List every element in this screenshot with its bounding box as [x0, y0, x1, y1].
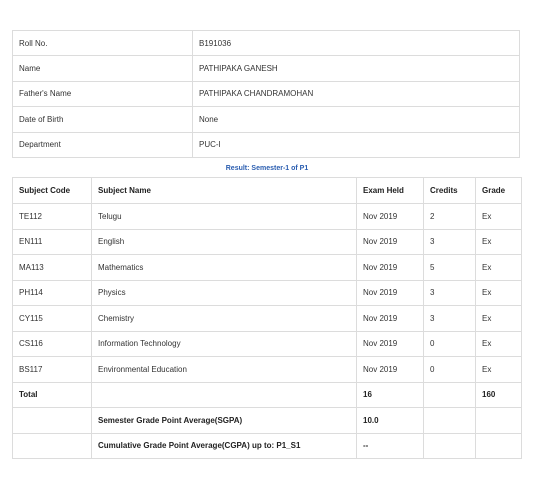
name-label: Name — [13, 56, 193, 81]
department-value: PUC-I — [193, 132, 520, 157]
subject-name-cell: Physics — [92, 280, 357, 306]
credits-cell: 3 — [424, 280, 476, 306]
father-name-value: PATHIPAKA CHANDRAMOHAN — [193, 81, 520, 106]
subject-name-cell: Environmental Education — [92, 357, 357, 383]
header-grade: Grade — [476, 178, 522, 204]
exam-held-cell: Nov 2019 — [357, 204, 424, 230]
grade-cell: Ex — [476, 255, 522, 281]
header-subject-name: Subject Name — [92, 178, 357, 204]
subject-name-cell: Mathematics — [92, 255, 357, 281]
exam-held-cell: Nov 2019 — [357, 357, 424, 383]
subject-code-cell: EN111 — [13, 229, 92, 255]
total-points: 160 — [476, 382, 522, 408]
subject-name-cell: Information Technology — [92, 331, 357, 357]
table-row — [13, 306, 522, 332]
credits-cell: 2 — [424, 204, 476, 230]
subject-code-cell: MA113 — [13, 255, 92, 281]
grades-header-row — [13, 178, 522, 204]
credits-cell: 0 — [424, 357, 476, 383]
header-credits: Credits — [424, 178, 476, 204]
exam-held-cell: Nov 2019 — [357, 229, 424, 255]
total-row — [13, 382, 522, 408]
grade-cell: Ex — [476, 357, 522, 383]
grade-cell: Ex — [476, 331, 522, 357]
info-row-dob — [13, 107, 520, 132]
exam-held-cell: Nov 2019 — [357, 255, 424, 281]
department-label: Department — [13, 132, 193, 157]
dob-value: None — [193, 107, 520, 132]
sgpa-value: 10.0 — [357, 408, 424, 434]
cgpa-value: -- — [357, 433, 424, 459]
subject-code-cell: CS116 — [13, 331, 92, 357]
father-name-label: Father's Name — [13, 81, 193, 106]
roll-no-label: Roll No. — [13, 31, 193, 56]
header-subject-code: Subject Code — [13, 178, 92, 204]
credits-cell: 0 — [424, 331, 476, 357]
dob-label: Date of Birth — [13, 107, 193, 132]
info-row-name — [13, 56, 520, 81]
total-empty-cell — [92, 382, 357, 408]
grade-cell: Ex — [476, 306, 522, 332]
subject-code-cell: BS117 — [13, 357, 92, 383]
table-row — [13, 204, 522, 230]
cgpa-empty-cell — [13, 433, 92, 459]
cgpa-row — [13, 433, 522, 459]
grades-table — [12, 177, 522, 459]
total-credits-sum: 16 — [357, 382, 424, 408]
table-row — [13, 280, 522, 306]
subject-name-cell: English — [92, 229, 357, 255]
cgpa-empty-cell — [476, 433, 522, 459]
table-row — [13, 331, 522, 357]
student-info-table — [12, 30, 520, 158]
info-row-father — [13, 81, 520, 106]
credits-cell: 3 — [424, 306, 476, 332]
credits-cell: 3 — [424, 229, 476, 255]
subject-code-cell: PH114 — [13, 280, 92, 306]
sgpa-label: Semester Grade Point Average(SGPA) — [92, 408, 357, 434]
header-exam-held: Exam Held — [357, 178, 424, 204]
name-value: PATHIPAKA GANESH — [193, 56, 520, 81]
grade-cell: Ex — [476, 229, 522, 255]
total-label: Total — [13, 382, 92, 408]
exam-held-cell: Nov 2019 — [357, 306, 424, 332]
sgpa-empty-cell — [424, 408, 476, 434]
table-row — [13, 357, 522, 383]
exam-held-cell: Nov 2019 — [357, 280, 424, 306]
sgpa-empty-cell — [476, 408, 522, 434]
subject-code-cell: CY115 — [13, 306, 92, 332]
sgpa-empty-cell — [13, 408, 92, 434]
subject-name-cell: Telugu — [92, 204, 357, 230]
exam-held-cell: Nov 2019 — [357, 331, 424, 357]
roll-no-value: B191036 — [193, 31, 520, 56]
subject-code-cell: TE112 — [13, 204, 92, 230]
sgpa-row — [13, 408, 522, 434]
grade-cell: Ex — [476, 204, 522, 230]
table-row — [13, 255, 522, 281]
credits-cell: 5 — [424, 255, 476, 281]
grade-cell: Ex — [476, 280, 522, 306]
info-row-department — [13, 132, 520, 157]
total-empty-cell — [424, 382, 476, 408]
result-title: Result: Semester-1 of P1 — [225, 165, 309, 172]
cgpa-label: Cumulative Grade Point Average(CGPA) up to: P1_S1 — [92, 433, 357, 459]
info-row-roll-no — [13, 31, 520, 56]
table-row — [13, 229, 522, 255]
subject-name-cell: Chemistry — [92, 306, 357, 332]
cgpa-empty-cell — [424, 433, 476, 459]
